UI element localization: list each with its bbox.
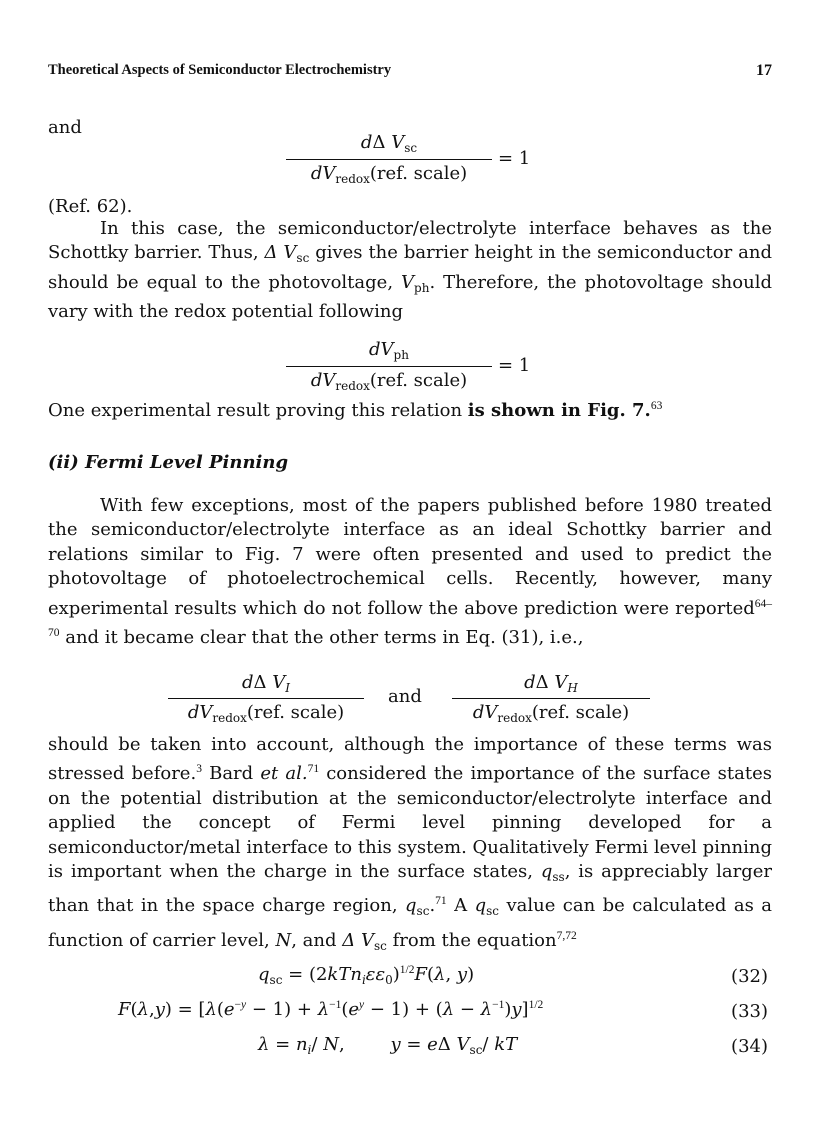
para1-part2: gives the barrier height in the semiconductor and should be equal to the photovoltage, — [48, 242, 772, 293]
fraction-3a-numerator: dΔ $V_I$ — [241, 672, 290, 695]
para3-part3: considered the importance of the surface states on the potential distribution at the semiconductor/electrolyte interface and applied the concept of Fermi level pinning developed for a semiconductor/metal interface to this system. Qualitatively Fermi level pinning is important when the charge in the surface states, — [48, 763, 772, 883]
para1-part1: In this case, the semiconductor/electrolyte interface behaves as the Schottky barrier. Thus, — [48, 218, 772, 264]
para3-part4: , is appreciably larger than that in the space charge region, — [48, 861, 772, 917]
ref-7-72: 7,72 — [556, 929, 577, 942]
section-heading: (ii) Fermi Level Pinning — [48, 452, 289, 473]
fractions-and-word: and — [388, 686, 422, 707]
para1-part3: . Therefore, the photovoltage should vary with the redox potential following — [48, 271, 772, 323]
ref-62: (Ref. 62). — [48, 196, 133, 217]
fig7-bold: is shown in Fig. 7. — [467, 400, 651, 421]
running-header — [48, 62, 772, 84]
fraction-1-bar — [286, 159, 492, 160]
para3-part2: Bard — [201, 763, 261, 785]
fraction-1-rhs: = 1 — [498, 148, 531, 169]
para3-part1: should be taken into account, although the importance of these terms was stressed before. — [48, 734, 772, 785]
fraction-2-numerator: $dV_{ph}$ — [369, 339, 409, 362]
ref-71-a: 71 — [307, 763, 320, 776]
para3-part7: value can be calculated as a function of carrier level, — [48, 895, 773, 951]
equation-32-number: (32) — [731, 966, 768, 987]
fraction-3b-numerator: dΔ $V_H$ — [524, 672, 578, 695]
fraction-2-rhs: = 1 — [498, 355, 531, 376]
ref-71-b: 71 — [435, 895, 447, 908]
fig7-text: One experimental result proving this relation — [48, 400, 468, 421]
fig7-sentence — [48, 400, 662, 421]
ref-63: 63 — [650, 400, 663, 412]
fraction-1-numerator: dΔ $V_{sc}$ — [360, 132, 418, 155]
para3-part8: , and — [291, 929, 343, 951]
fraction-3b-denominator: $dV_{redox}(ref$. scale) — [472, 702, 630, 725]
et-al: et al. — [260, 763, 308, 785]
fraction-3b-bar — [452, 698, 650, 699]
paragraph-schottky: In this case, the semiconductor/electrolyte interface behaves as the Schottky barrier. Thus, Δ $V_{sc}$ gives the barrier height in the semiconductor and should be equal to the photovoltage, $V_{ph}$. Therefore, the photovoltage should vary with the redox potential following — [48, 218, 772, 323]
equation-33-number: (33) — [731, 1001, 768, 1022]
para2-part2: and it became clear that the other terms in Eq. (31), i.e., — [59, 627, 584, 649]
para2-part1: With few exceptions, most of the papers published before 1980 treated the semiconductor/electrolyte interface as an ideal Schottky barrier and relations similar to Fig. 7 were often presented and used to predict the photovoltage of photoelectrochemical cells. Recently, however, many experimental results which do not follow the above prediction were reported — [48, 495, 772, 619]
page-number: 17 — [756, 62, 772, 79]
para3-part9: from the equation — [386, 929, 557, 951]
fraction-1-denominator: $dV_{redox}(ref$. scale) — [310, 163, 468, 186]
para3-part6: A — [446, 895, 475, 917]
equation-34-number: (34) — [731, 1036, 768, 1057]
ref-64-70: 64–70 — [48, 597, 772, 640]
ref-3: 3 — [196, 763, 202, 776]
paragraph-fermi-pinning: should be taken into account, although the importance of these terms was stressed before.$^3$ Bard et al.$^{71}$ considered the importance of the surface states on the potential distribution at the semiconductor/electrolyte interface and applied the concept of Fermi level pinning developed for a semiconductor/metal interface to this system. Qualitatively Fermi level pinning is important when the charge in the surface states, $q_{ss}$, is appreciably larger than that in the space charge region, $q_{sc}.^{71}$ A $q_{sc}$ value can be calculated as a function of carrier level, N, and Δ $V_{sc}$ from the equation$^{7,72}$ — [48, 734, 773, 953]
running-title: Theoretical Aspects of Semiconductor Electrochemistry — [48, 62, 392, 78]
and-word: and — [48, 117, 82, 138]
fraction-3a-bar — [168, 698, 364, 699]
equation-33: $F(\lambda,y) = [\lambda(e^{-y} - 1) + \lambda^{-1}(e^y - 1) + (\lambda - \lambda^{-1})y]^{1/2}$ — [118, 999, 544, 1020]
paragraph-fermi-intro — [48, 494, 772, 650]
fraction-2-denominator: $dV_{redox}(ref$. scale) — [310, 370, 468, 393]
fraction-2-bar — [286, 366, 492, 367]
para3-part5: . — [429, 895, 436, 917]
fraction-3a-denominator: $dV_{redox}(ref$. scale) — [187, 702, 345, 725]
equation-32: $q_{sc} = (2kTn_i\varepsilon\varepsilon_0)^{1/2}F(\lambda$, y) — [258, 964, 475, 987]
equation-34: $\lambda = n_i/$ N, y = eΔ $V_{sc}/$ kT — [258, 1034, 518, 1057]
